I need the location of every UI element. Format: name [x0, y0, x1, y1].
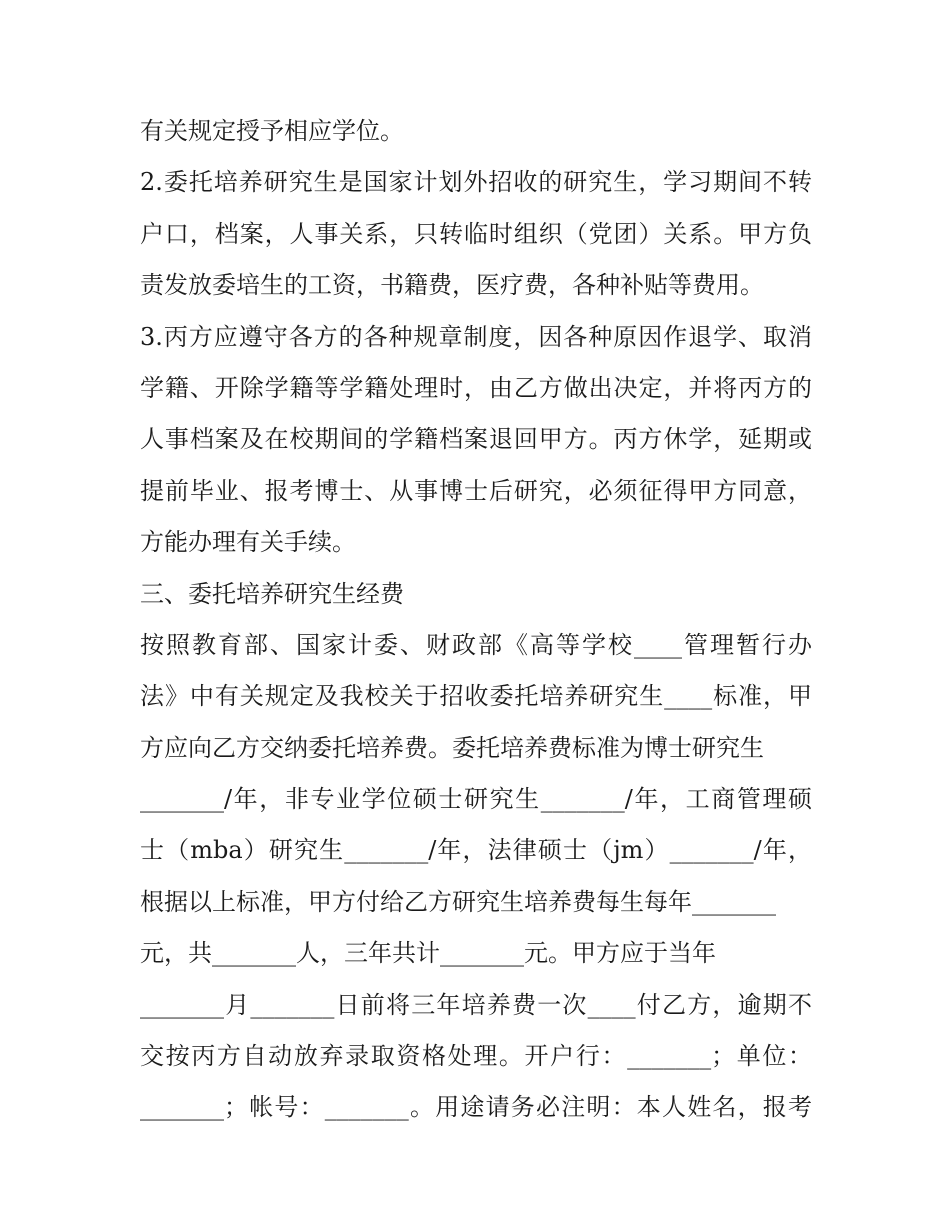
text-line: 3.丙方应遵守各方的各种规章制度，因各种原因作退学、取消: [140, 322, 812, 351]
text-line: 学籍、开除学籍等学籍处理时，由乙方做出决定，并将丙方的: [140, 373, 812, 402]
text-line: 方能办理有关手续。: [140, 528, 356, 557]
text-line: _______月_______日前将三年培养费一次____付乙方，逾期不: [140, 990, 812, 1019]
text-line: 责发放委培生的工资，书籍费，医疗费，各种补贴等费用。: [140, 271, 764, 300]
document-body: [140, 106, 812, 1134]
text-line: 法》中有关规定及我校关于招收委托培养研究生____标准，甲: [140, 682, 812, 711]
text-line: 2.委托培养研究生是国家计划外招收的研究生，学习期间不转: [140, 168, 812, 197]
text-line: 交按丙方自动放弃录取资格处理。开户行：_______；单位：: [140, 1042, 812, 1071]
text-line: 户口，档案，人事关系，只转临时组织（党团）关系。甲方负: [140, 219, 812, 248]
text-line: 根据以上标准，甲方付给乙方研究生培养费每生每年_______: [140, 887, 776, 916]
text-line: 有关规定授予相应学位。: [140, 117, 404, 145]
text-line: _______/年，非专业学位硕士研究生_______/年，工商管理硕: [140, 785, 812, 814]
text-line: _______；帐号：_______。用途请务必注明：本人姓名，报考: [140, 1093, 812, 1122]
text-line: 人事档案及在校期间的学籍档案退回甲方。丙方休学，延期或: [140, 425, 812, 454]
section-heading: 三、委托培养研究生经费: [140, 579, 404, 608]
text-line: 士（mba）研究生_______/年，法律硕士（jm）_______/年，: [140, 836, 812, 865]
text-line: 提前毕业、报考博士、从事博士后研究，必须征得甲方同意，: [140, 476, 812, 505]
text-line: 方应向乙方交纳委托培养费。委托培养费标准为博士研究生: [140, 733, 764, 762]
text-line: 元，共_______人，三年共计_______元。甲方应于当年: [140, 939, 716, 968]
text-line: 按照教育部、国家计委、财政部《高等学校____管理暂行办: [140, 630, 812, 659]
